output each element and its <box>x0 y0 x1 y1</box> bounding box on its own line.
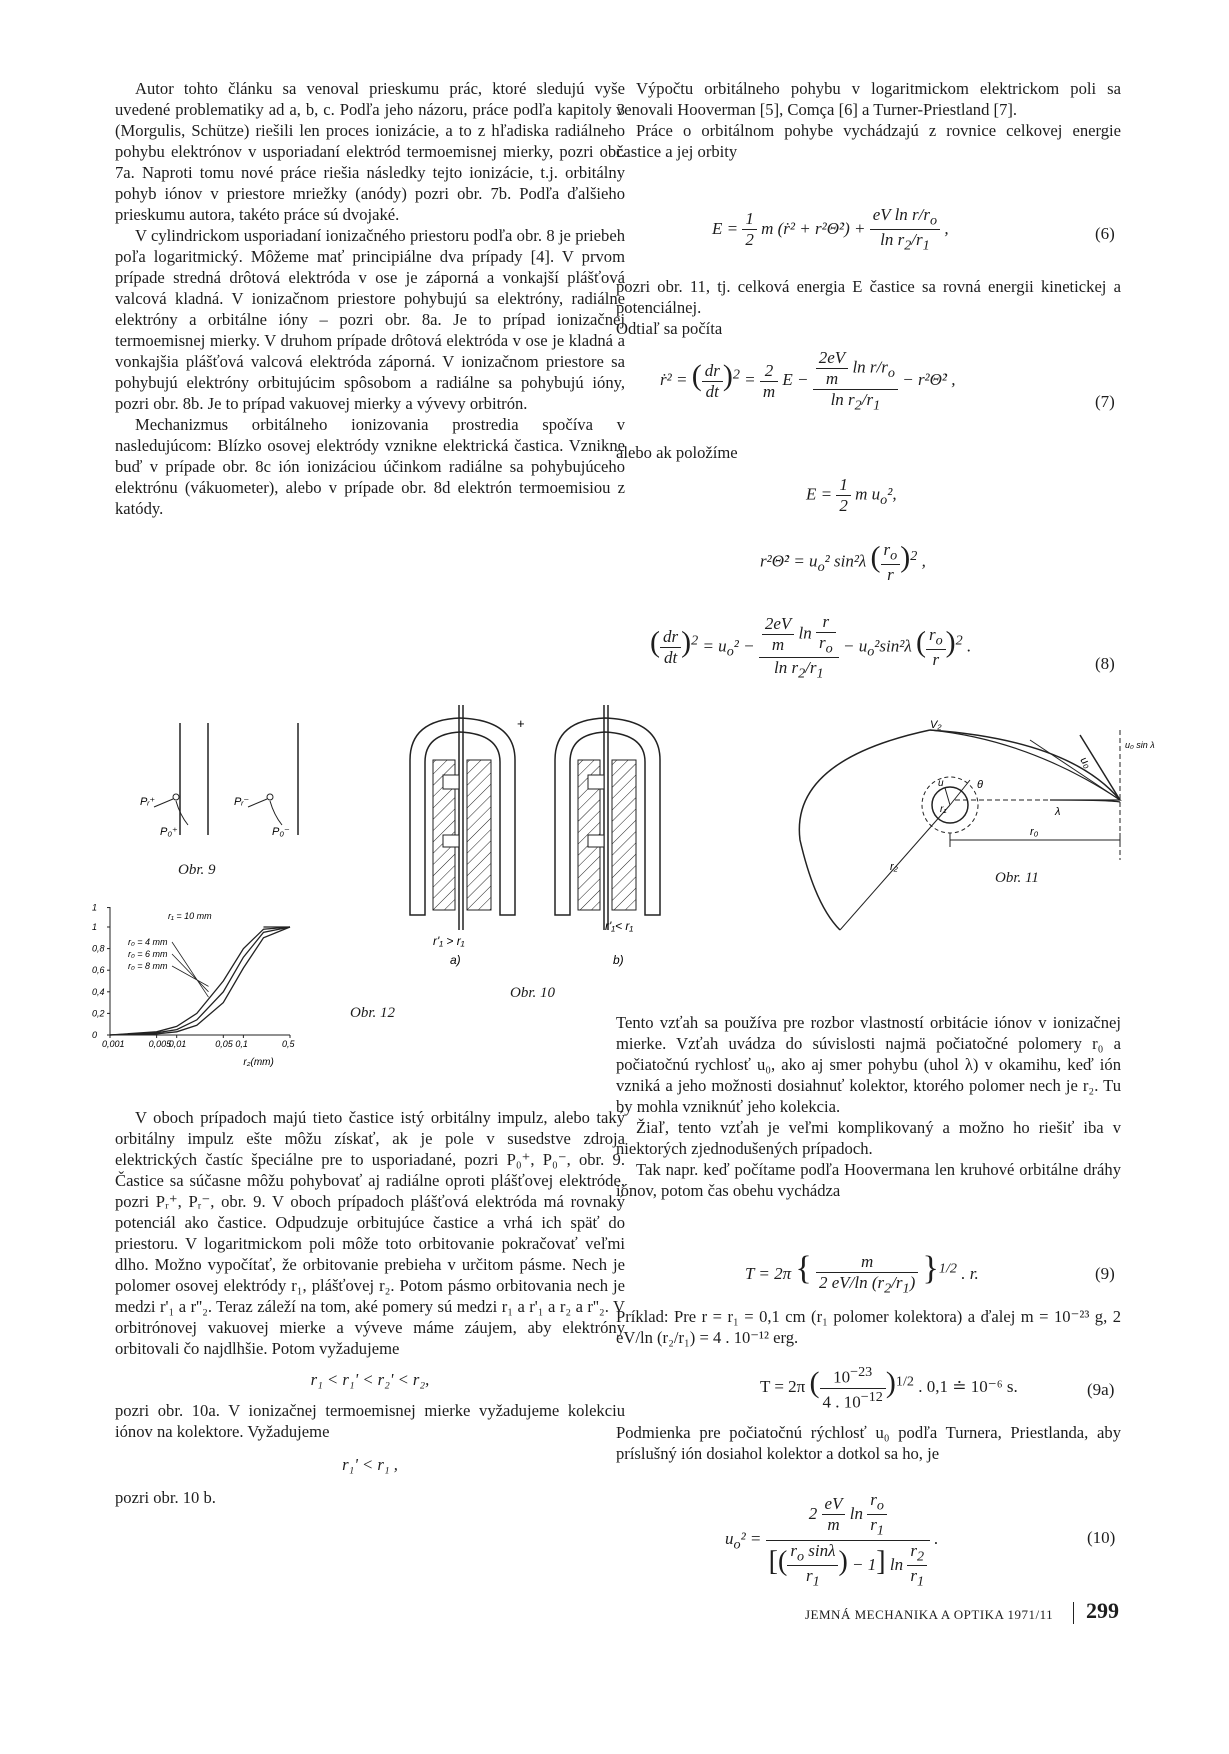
equation-energy: E = $\frac{1}{2}$ m $u_o^2$, <box>806 475 897 515</box>
equation-number: (6) <box>1095 224 1115 243</box>
label-lambda: λ <box>1055 806 1061 818</box>
paragraph: Práce o orbitálnom pohybe vychádzajú z rovnice celkovej energie častice a jej orbity <box>616 121 1121 161</box>
equation-6: E = $\frac{1}{2}$ m (ṙ² + r²Θ̇²) + $\frac{eV \ln r/r_o}{\ln r_2/r_1}$ , <box>712 205 949 254</box>
y-tick-label: 1 <box>92 922 98 932</box>
paragraph-alebo <box>616 442 1121 463</box>
paragraph: Výpočtu orbitálneho pohybu v logaritmickom elektrickom poli sa venovali Hooverman [5], Comça [6] a Turner-Priestland [7]. <box>616 79 1121 119</box>
label-po-plus: P₀⁺ <box>160 826 178 838</box>
legend-label: r₀ = 8 mm <box>128 961 168 971</box>
equation-number: (10) <box>1087 1528 1116 1547</box>
legend-label: r₀ = 4 mm <box>128 937 168 947</box>
paragraph: Odtiaľ sa počíta <box>616 319 723 338</box>
caption-obr9: Obr. 9 <box>178 862 216 878</box>
paragraph-after-eq6 <box>616 276 1121 339</box>
figure-9 <box>140 715 340 865</box>
equation-number: (8) <box>1095 654 1115 673</box>
paragraph: alebo ak položíme <box>616 443 738 462</box>
left-column-top <box>115 78 625 519</box>
label-theta: θ <box>977 779 983 791</box>
y-tick-label: 0 <box>92 1030 98 1040</box>
x-tick-label: 0,1 <box>235 1039 248 1049</box>
paragraph: Žiaľ, tento vzťah je veľmi komplikovaný a možno ho riešiť iba v niektorých zjednodušených prípadoch. <box>616 1118 1121 1158</box>
y-tick-label: 0,2 <box>92 1008 105 1019</box>
condition-b: r'₁< r₁ <box>605 919 634 933</box>
label-r0: r₀ <box>1030 826 1039 838</box>
left-column-bottom <box>115 1107 625 1508</box>
y-tick-label: 0,8 <box>92 943 105 954</box>
equation-9a: T = 2π ( $\frac{10^{-23}}{4 . 10^{-12}}$ )$^{1/2}$ . 0,1 ≐ 10⁻⁶ s. <box>760 1364 1018 1412</box>
page-number: 299 <box>1086 1598 1119 1623</box>
label-pr-minus: Pᵣ⁻ <box>234 796 250 808</box>
figure-10 <box>405 700 695 965</box>
legend-leader <box>172 954 209 992</box>
paragraph: Autor tohto článku sa venoval prieskumu prác, ktoré sledujú vyše uvedené problematiky ad a, b, c. Podľa jeho názoru, práce podľa kapitoly 3 (Morgulis, Schütze) riešili len proces ionizácie, a to z hľadiska radiálneho pohybu elektrónov v usporiadaní elektród termoemisnej mierky, pozri obr. 7a. Naproti tomu nové práce riešia následky tejto ionizácie, t.j. orbitálny pohyb iónov v priestore mriežky (anódy) pozri obr. 7b. Podľa ďalšieho prieskumu autora, takéto práce sú dvojaké. <box>115 79 625 224</box>
equation-9a-tail: . 0,1 ≐ 10⁻⁶ s. <box>918 1377 1018 1397</box>
legend-leader <box>172 942 209 997</box>
x-tick-label: 0,001 <box>102 1039 125 1049</box>
right-column-top <box>616 78 1121 162</box>
equation-number: (9a) <box>1087 1380 1115 1399</box>
paragraph: pozri obr. 10a. V ionizačnej termoemisnej mierke vyžadujeme kolekciu iónov na kolektore. Vyžadujeme <box>115 1401 625 1441</box>
equation-9: T = 2π { $\frac{m}{2 eV/\ln (r_2/r_1)}$ }$^{1/2}$ . r. <box>745 1250 979 1297</box>
label-po-minus: P₀⁻ <box>272 826 290 838</box>
equation-8: ( $\frac{dr}{dt}$ )$^2 = u_o^2$ − $\frac{2eV}{m}$ ln $\frac{r}{r_o}$ $\ln r_2/r_1$ − $u_o^2\sin^2\lambda$ ( $\frac{r_o}{r}$ )$^2$ . <box>650 612 972 682</box>
paragraph: V cylindrickom usporiadaní ionizačného priestoru podľa obr. 8 je priebeh poľa logaritmický. Môžeme mať principiálne dva prípady [4]. V prvom prípade stredná drôtová elektróda v ose je záporná a vonkajší plášťová valcová kladná. V ionizačnom priestore pohybujú sa elektróny, radiálne elektróny a orbitálne ióny – pozri obr. 8a. Je to prípad ionizačnej termoemisnej mierky. V druhom prípade drôtová elektróda v ose je kladná a vonkajšia plášťová valcová elektróda záporná. V ionizačnom priestore sa pohybujú elektróny orbitujúcim spôsobom a radiálne sa pohybujú ióny, pozri obr. 8b. Je to prípad vakuovej mierky a vývevy orbitrón. <box>115 226 625 413</box>
example-paragraph <box>616 1306 1121 1348</box>
label-u: u <box>938 778 944 789</box>
right-column-bottom <box>616 1012 1121 1201</box>
label-r1: r₁ <box>940 804 947 815</box>
journal-footer: JEMNÁ MECHANIKA A OPTIKA 1971/11 <box>805 1607 1054 1622</box>
paragraph: V oboch prípadoch majú tieto častice istý orbitálny impulz, alebo taký orbitálny impulz ešte môžu získať, ak je pole v susedstve zdroja elektrických častíc špeciálne pre to usporiadané, pozri P₀⁺, P₀⁻, obr. 9. Častice sa súčasne môžu pohybovať aj radiálne oproti plášťovej elektróde, pozri Pᵣ⁺, Pᵣ⁻, obr. 9. V oboch prípadoch plášťová elektróda má rovnaký potenciál ako častice. Odpudzuje orbitujúce častice a vrhá ich späť do priestoru. V logaritmickom poli môže toto orbitovanie pokračovať veľmi dlho. Možno vypočítať, že orbitovanie prebieha v určitom pásme. Nech je polomer osovej elektródy r₁, plášťovej r₂. Potom pásmo orbitovania nech je medzi r'₁ a r''₂. Teraz záleží na tom, aké pomery sú medzi r₁ a r'₁ a r₂ a r''₂. V orbitrónovej vakuovej mierke a výveve máme záujem, aby elektróny orbitovali čo najdlhšie. Potom vyžadujeme <box>115 1108 625 1358</box>
footer-divider <box>1073 1602 1074 1624</box>
caption-obr12: Obr. 12 <box>350 1005 396 1021</box>
condition-a: r'₁ > r₁ <box>433 934 465 948</box>
inequality-2: r₁' < r₁ , <box>342 1455 398 1474</box>
condition-paragraph <box>616 1422 1121 1464</box>
figure-12-chart <box>90 895 350 1080</box>
y-tick-label: 1 <box>92 902 98 913</box>
paragraph: Podmienka pre počiatočnú rýchlosť u₀ podľa Turnera, Priestlanda, aby príslušný ión dosiahol kolektor a dotkol sa ho, je <box>616 1423 1121 1463</box>
figure-11 <box>780 719 1155 940</box>
figure-10a <box>410 705 525 967</box>
label-u0: u₀ <box>1077 754 1094 771</box>
label-pr-plus: Pᵣ⁺ <box>140 796 156 808</box>
label-r2: r₂ <box>890 861 898 873</box>
paragraph: Príklad: Pre r = r₁ = 0,1 cm (r₁ polomer kolektora) a ďalej m = 10⁻²³ g, 2 eV/ln (r₂/r₁) = 4 . 10⁻¹² erg. <box>616 1307 1121 1347</box>
y-tick-label: 0,4 <box>92 986 105 997</box>
x-tick-label: 0,05 <box>215 1039 233 1049</box>
caption-obr11: Obr. 11 <box>995 870 1039 886</box>
x-tick-label: 0,005 <box>148 1039 172 1049</box>
paragraph: pozri obr. 10 b. <box>115 1488 216 1507</box>
equation-7: ṙ² = ( $\frac{dr}{dt}$ )$^2$ = $\frac{2}{m}$ E − $\frac{2eV}{m}$ $\ln r/r_o$ $\ln r_2/r_1$ − r²Θ̇² , <box>660 348 956 414</box>
figure-10b <box>555 705 660 967</box>
paragraph: pozri obr. 11, tj. celková energia E častice sa rovná energii kinetickej a potenciálnej. <box>616 277 1121 317</box>
equation-number: (7) <box>1095 392 1115 411</box>
paragraph: Mechanizmus orbitálneho ionizovania prostredia spočíva v nasledujúcom: Blízko osovej elektródy vznikne elektrická častica. Vznikne buď v prípade obr. 8c ión ionizáciou účinkom radiálne sa pohybujúceho elektrónu (vákuometer), alebo v prípade obr. 8d elektrón termoemisiou z katódy. <box>115 415 625 518</box>
equation-angular: r²Θ̇² = $u_o^2$ sin²λ ( $\frac{r_o}{r}$ )$^2$ , <box>760 540 926 585</box>
legend-label: r₀ = 6 mm <box>128 949 168 959</box>
x-axis-label: r₂(mm) <box>243 1057 274 1068</box>
inequality-1: r₁ < r₁' < r₂' < r₂, <box>310 1370 430 1389</box>
x-tick-label: 0,01 <box>168 1039 187 1049</box>
paragraph: Tak napr. keď počítame podľa Hoovermana len kruhové orbitálne dráhy iónov, potom čas obehu vychádza <box>616 1160 1121 1200</box>
label-u0-sin-lambda: u₀ sin λ <box>1125 740 1155 750</box>
paragraph: Tento vzťah sa používa pre rozbor vlastností orbitácie iónov v ionizačnej mierke. Vzťah uvádza do súvislosti najmä počiatočné polomery r₀ a počiatočnú rychlosť u₀, ako aj smer pohybu (uhol λ) v okamihu, keď ión vzniká a jeho možnosti dosiahnuť kolektor, ktorého polomer nech je r₂. Tu by mohla vzniknúť jeho kolekcia. <box>616 1013 1121 1116</box>
equation-number: (9) <box>1095 1264 1115 1283</box>
y-tick-label: 0,6 <box>92 965 105 976</box>
label-v2: V₂ <box>930 719 942 731</box>
x-tick-label: 0,5 <box>282 1039 295 1049</box>
caption-obr10: Obr. 10 <box>510 985 556 1001</box>
label-b: b) <box>613 953 624 967</box>
label-plus: + <box>517 716 525 731</box>
annotation-r1: r₁ = 10 mm <box>168 911 212 921</box>
equation-10: $u_o^2$ = 2 $\frac{eV}{m}$ ln $\frac{r_o}{r_1}$ [( $\frac{r_o \sin\lambda}{r_1}$ ) − 1] ln $\frac{r_2}{r_1}$ . <box>725 1490 939 1590</box>
label-a: a) <box>450 953 461 967</box>
